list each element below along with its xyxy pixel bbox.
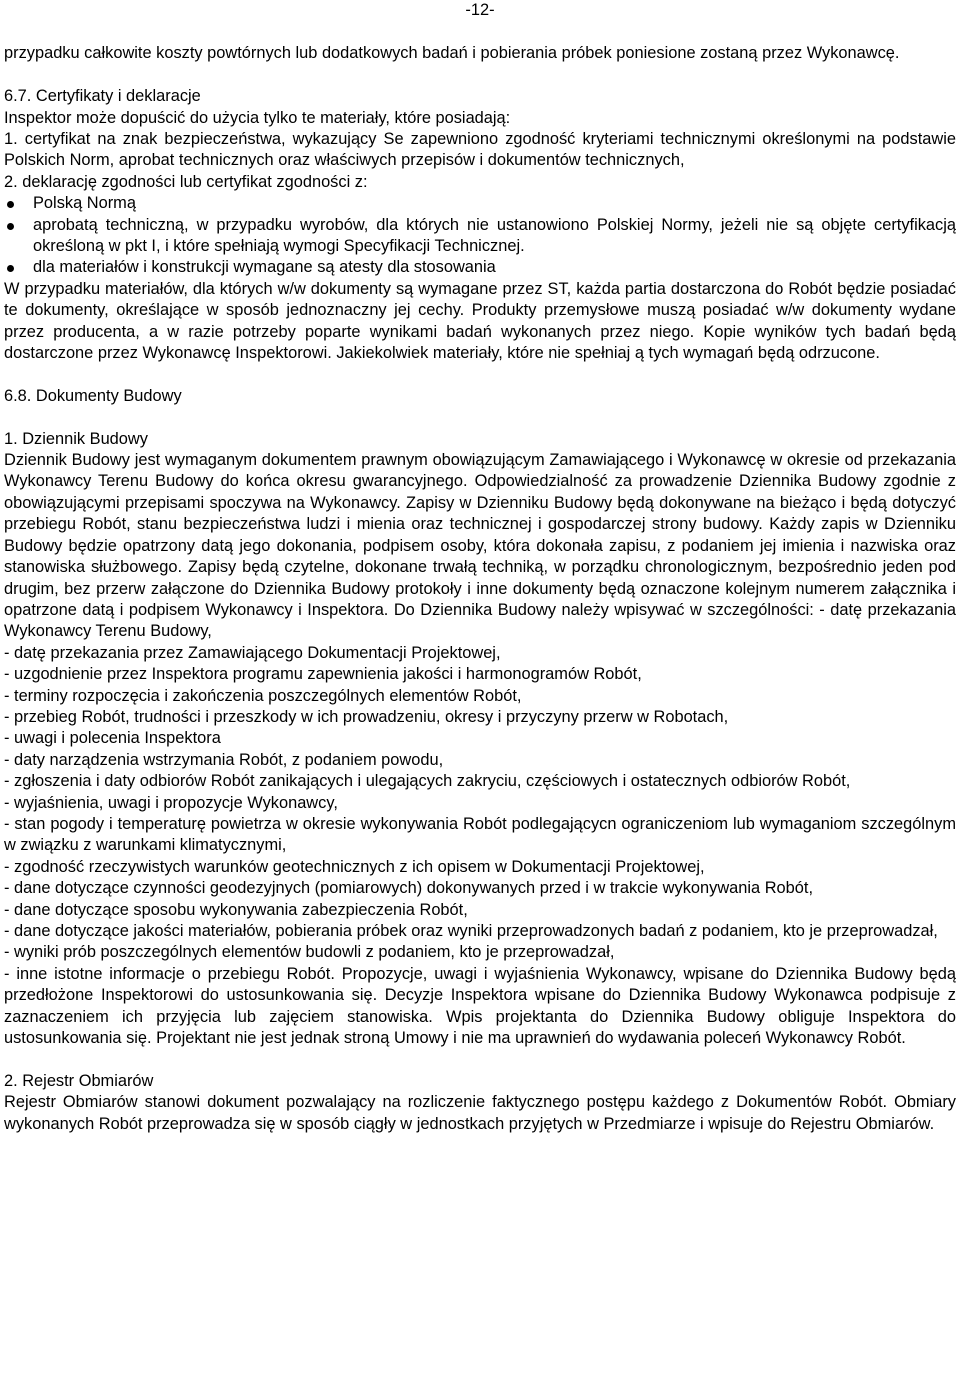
blank-line [4,364,956,385]
list-item: - datę przekazania przez Zamawiającego Dokumentacji Projektowej, [4,643,501,662]
section-closing-paragraph: W przypadku materiałów, dla których w/w dokumenty są wymagane przez ST, każda partia dostarczona do Robót będzie posiadać te dokumenty, określające w sposób jednoznaczny jej cechy. Produkty przemysłowe muszą posiadać w/w dokumenty wydane przez producenta, a w razie potrzeby poparte wynikami badań wykonanych przez niego. Kopie wyników tych badań będą dostarczone przez Wykonawcę Inspektorowi. Jakiekolwiek materiały, które nie spełniaj ą tych wymagań będą odrzucone. [4,279,956,363]
intro-paragraph: przypadku całkowite koszty powtórnych lub dodatkowych badań i pobierania próbek poniesione zostaną przez Wykonawcę. [4,44,900,63]
list-item: - przebieg Robót, trudności i przeszkody w ich prowadzeniu, okresy i przyczyny przerw w Robotach, [4,707,729,726]
section-construction-documents [4,386,956,1135]
blank-line [4,407,956,428]
log-entries-list [4,643,956,964]
bullet-icon [7,223,14,230]
subsection-measurement-register [4,1071,956,1135]
subsection-construction-log [4,429,956,1050]
list-item: - uwagi i polecenia Inspektora [4,729,221,748]
bullet-text: Polską Normą [33,194,136,213]
list-item-2: 2. deklarację zgodności lub certyfikat zgodności z: [4,172,368,191]
blank-line [4,65,956,86]
spacer [4,21,956,43]
bullet-item [4,257,956,278]
subsection-final-paragraph: - inne istotne informacje o przebiegu Robót. Propozycje, uwagi i wyjaśnienia Wykonawcy, wpisane do Dziennika Budowy będą przedłożone Inspektorowi do ustosunkowania się. Decyzje Inspektora wpisane do Dziennika Budowy Wykonawca podpisuje z zaznaczeniem ich przyjęcia lub zajęciem stanowiska. Wpis projektanta do Dziennika Budowy obliguje Inspektora do ustosunkowania się. Projektant nie jest jednak stroną Umowy i nie ma uprawnień do wydawania poleceń Wykonawcy Robót. [4,964,956,1048]
list-item: - wyjaśnienia, uwagi i propozycje Wykonawcy, [4,793,338,812]
section-certificates [4,86,956,364]
bullet-icon [7,265,14,272]
bullet-list [4,193,956,279]
subsection-body: Dziennik Budowy jest wymaganym dokumentem prawnym obowiązującym Zamawiającego i Wykonawcę w okresie od przekazania Wykonawcy Terenu Budowy do końca okresu gwarancyjnego. Odpowiedzialność za prowadzenie Dziennika Budowy zgodnie z obowiązującymi przepisami spoczywa na Wykonawcy. Zapisy w Dzienniku Budowy będą dokonywane na bieżąco i będą dotyczyć przebiegu Robót, stanu bezpieczeństwa ludzi i mienia oraz technicznej i gospodarczej strony budowy. Każdy zapis w Dzienniku Budowy będzie opatrzony datą jego dokonania, podpisem osoby, która dokonała zapisu, z podaniem jej imienia i nazwiska oraz stanowiska służbowego. Zapisy będą czytelne, dokonane trwałą techniką, w porządku chronologicznym, bezpośrednio jeden pod drugim, bez przerw załączone do Dziennika Budowy protokoły i inne dokumenty będą oznaczone kolejnym numerem załącznika i opatrzone datą i podpisem Wykonawcy i Inspektora. Do Dziennika Budowy należy wpisywać w szczególności: - datę przekazania Wykonawcy Terenu Budowy, [4,451,956,641]
list-item: - dane dotyczące czynności geodezyjnych (pomiarowych) dokonywanych przed i w trakcie wykonywania Robót, [4,879,813,898]
bullet-item [4,193,956,214]
bullet-text: dla materiałów i konstrukcji wymagane są atesty dla stosowania [33,258,496,277]
page-number: -12- [465,1,495,19]
list-item: - uzgodnienie przez Inspektora programu zapewnienia jakości i harmonogramów Robót, [4,665,642,684]
list-item: - wyniki prób poszczególnych elementów budowli z podaniem, kto je przeprowadzał, [4,943,615,962]
section-heading: 6.7. Certyfikaty i deklaracje [4,87,201,106]
bullet-text: aprobatą techniczną, w przypadku wyrobów, dla których nie ustanowiono Polskiej Normy, jeżeli nie są objęte certyfikacją określoną w pkt I, i które spełniają wymogi Specyfikacji Technicznej. [33,215,956,256]
bullet-item [4,215,956,258]
list-item: - zgodność rzeczywistych warunków geotechnicznych z ich opisem w Dokumentacji Projektowej, [4,857,705,876]
list-item: - terminy rozpoczęcia i zakończenia poszczególnych elementów Robót, [4,686,522,705]
list-item-1: 1. certyfikat na znak bezpieczeństwa, wykazujący Se zapewniono zgodność kryteriami technicznymi określonymi na podstawie Polskich Norm, aprobat technicznych oraz właściwych przepisów i dokumentów technicznych, [4,130,956,170]
list-item: - dane dotyczące sposobu wykonywania zabezpieczenia Robót, [4,900,468,919]
list-item: - stan pogody i temperaturę powietrza w okresie wykonywania Robót podlegającycn ograniczeniom lub wymaganiom szczególnym w związku z warunkami klimatycznymi, [4,814,956,855]
section-heading: 6.8. Dokumenty Budowy [4,386,182,405]
blank-line [4,1049,956,1070]
subsection-body: Rejestr Obmiarów stanowi dokument pozwalający na rozliczenie faktycznego postępu każdego z Dokumentów Robót. Obmiary wykonanych Robót przeprowadza się w sposób ciągły w jednostkach przyjętych w Przedmiarze i wpisuje do Rejestru Obmiarów. [4,1093,956,1133]
list-item: - zgłoszenia i daty odbiorów Robót zanikających i ulegających zakryciu, częściowych i ostatecznych odbiorów Robót, [4,772,851,791]
section-intro: Inspektor może dopuścić do użycia tylko te materiały, które posiadają: [4,108,511,127]
list-item: - daty narządzenia wstrzymania Robót, z podaniem powodu, [4,750,444,769]
subsection-heading: 2. Rejestr Obmiarów [4,1071,154,1090]
list-item: - dane dotyczące jakości materiałów, pobierania próbek oraz wyniki przeprowadzonych badań z podaniem, kto je przeprowadzał, [4,922,938,941]
subsection-heading: 1. Dziennik Budowy [4,429,148,448]
bullet-icon [7,201,14,208]
